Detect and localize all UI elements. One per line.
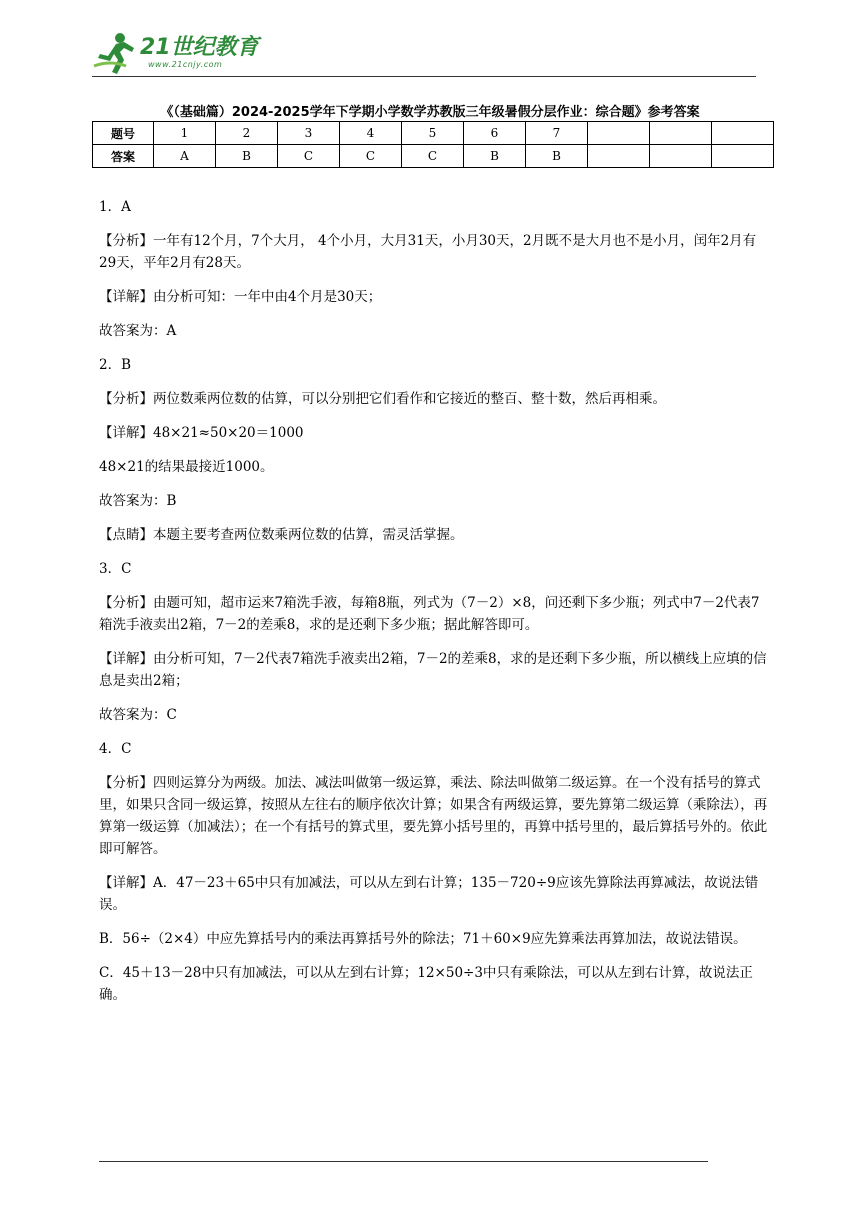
question-heading: 1．A	[99, 199, 131, 215]
document-title: 《（基础篇）2024-2025学年下学期小学数学苏教版三年级暑假分层作业：综合题》参考答案	[160, 105, 700, 120]
question-number-cell: 2	[216, 122, 278, 145]
question-number-cell	[588, 122, 650, 145]
row-label-number: 题号	[93, 122, 154, 145]
detail-paragraph: B．56÷（2×4）中应先算括号内的乘法再算括号外的除法；71＋60×9应先算乘法再算加法，故说法错误。	[99, 931, 747, 947]
answer-cell: B	[216, 145, 278, 168]
page-header	[92, 30, 756, 78]
detail-paragraph: C．45＋13－28中只有加减法，可以从左到右计算；12×50÷3中只有乘除法，可以从左到右计算，故说法正确。	[99, 965, 753, 1003]
detail-paragraph: 48×21的结果最接近1000。	[99, 459, 274, 475]
conclusion-paragraph: 故答案为：A	[99, 323, 177, 339]
answer-cell: A	[154, 145, 216, 168]
remark-paragraph: 【点睛】本题主要考查两位数乘两位数的估算，需灵活掌握。	[99, 527, 464, 543]
analysis-paragraph: 【分析】由题可知，超市运来7箱洗手液，每箱8瓶，列式为（7－2）×8，问还剩下多少瓶；列式中7－2代表7箱洗手液卖出2箱，7－2的差乘8，求的是还剩下多少瓶；据此解答即可。	[99, 595, 760, 633]
answer-cell: B	[464, 145, 526, 168]
answer-cell	[588, 145, 650, 168]
question-number-cell: 6	[464, 122, 526, 145]
analysis-paragraph: 【分析】四则运算分为两级。加法、减法叫做第一级运算，乘法、除法叫做第二级运算。在一个没有括号的算式里，如果只含同一级运算，按照从左往右的顺序依次计算；如果含有两级运算，要先算第二级运算（乘除法），再算第一级运算（加减法）；在一个有括号的算式里，要先算小括号里的，再算中括号里的，最后算括号外的。依此即可解答。	[99, 775, 768, 857]
footer-divider	[99, 1161, 708, 1162]
answer-cell: C	[402, 145, 464, 168]
row-label-answer: 答案	[93, 145, 154, 168]
answer-cell	[712, 145, 774, 168]
header-divider	[92, 76, 756, 77]
question-number-cell: 1	[154, 122, 216, 145]
question-number-cell: 7	[526, 122, 588, 145]
logo-url: www.21cnjy.com	[148, 60, 223, 69]
logo-wordmark: 21世纪教育	[140, 35, 259, 60]
answer-explanations	[99, 196, 769, 1018]
answer-cell: C	[278, 145, 340, 168]
detail-paragraph: 【详解】由分析可知：一年中由4个月是30天；	[99, 289, 382, 305]
question-number-row	[93, 122, 774, 145]
conclusion-paragraph: 故答案为：C	[99, 707, 177, 723]
question-number-cell: 4	[340, 122, 402, 145]
question-number-cell: 5	[402, 122, 464, 145]
answer-table	[92, 121, 774, 168]
question-heading: 4．C	[99, 741, 132, 757]
question-heading: 3．C	[99, 561, 132, 577]
site-logo	[92, 30, 259, 76]
answer-cell: C	[340, 145, 402, 168]
analysis-paragraph: 【分析】一年有12个月，7个大月， 4个小月，大月31天，小月30天，2月既不是大月也不是小月，闰年2月有29天，平年2月有28天。	[99, 233, 757, 271]
analysis-paragraph: 【分析】两位数乘两位数的估算，可以分别把它们看作和它接近的整百、整十数，然后再相乘。	[99, 391, 666, 407]
detail-paragraph: 【详解】A．47－23＋65中只有加减法，可以从左到右计算；135－720÷9应该先算除法再算减法，故说法错误。	[99, 875, 759, 913]
question-heading: 2．B	[99, 357, 132, 373]
conclusion-paragraph: 故答案为：B	[99, 493, 177, 509]
question-number-cell: 3	[278, 122, 340, 145]
answer-cell	[650, 145, 712, 168]
detail-paragraph: 【详解】48×21≈50×20＝1000	[99, 425, 304, 441]
answer-cell: B	[526, 145, 588, 168]
runner-logo-icon	[92, 30, 138, 76]
question-number-cell	[650, 122, 712, 145]
question-number-cell	[712, 122, 774, 145]
answer-row	[93, 145, 774, 168]
detail-paragraph: 【详解】由分析可知，7－2代表7箱洗手液卖出2箱，7－2的差乘8，求的是还剩下多少瓶，所以横线上应填的信息是卖出2箱；	[99, 651, 767, 689]
